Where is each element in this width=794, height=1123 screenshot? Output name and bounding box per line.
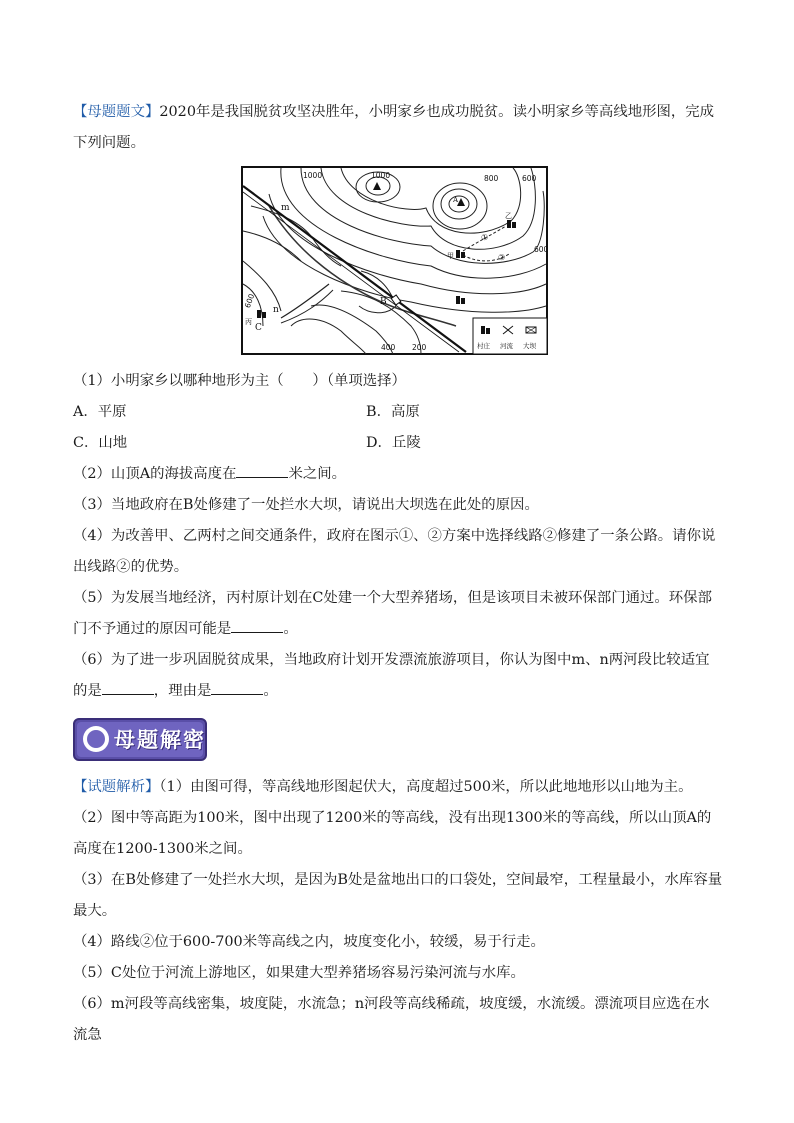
answer-blank-5[interactable]	[231, 618, 283, 633]
analysis-tag: 【试题解析】	[73, 779, 160, 795]
route-label-1: ①	[481, 233, 489, 242]
analysis-6: （6）m河段等高线密集，坡度陡，水流急；n河段等高线稀疏，坡度缓，水流缓。漂流项目应选在水流急	[73, 996, 710, 1043]
question-1: （1）小明家乡以哪种地形为主（ ）（单项选择）	[73, 373, 406, 389]
point-label-b: B	[380, 297, 387, 307]
map-legend	[473, 318, 547, 354]
intro-text: 2020年是我国脱贫攻坚决胜年，小明家乡也成功脱贫。读小明家乡等高线地形图，完成下列问题。	[73, 104, 715, 151]
point-label-jia: 甲	[447, 252, 454, 260]
analysis-4: （4）路线②位于600-700米等高线之内，坡度变化小，较缓，易于行走。	[73, 934, 545, 950]
legend-river: 河流	[500, 342, 513, 350]
contour-label-400: 400	[381, 343, 396, 352]
option-d[interactable]: D．丘陵	[366, 435, 421, 451]
analysis-2: （2）图中等高距为100米，图中出现了1200米的等高线，没有出现1300米的等高线，所以山顶A的高度在1200-1300米之间。	[73, 810, 712, 857]
option-a[interactable]: A．平原	[73, 404, 127, 420]
section-badge	[73, 718, 207, 761]
legend-village: 村庄	[477, 342, 490, 350]
question-4: （4）为改善甲、乙两村之间交通条件，政府在图示①、②方案中选择线路②修建了一条公路。请你说出线路②的优势。	[73, 528, 716, 575]
analysis-5: （5）C处位于河流上游地区，如果建大型养猪场容易污染河流与水库。	[73, 965, 525, 981]
question-2: （2）山顶A的海拔高度在 米之间。	[73, 459, 723, 490]
analysis-3: （3）在B处修建了一处拦水大坝，是因为B处是盆地出口的口袋处，空间最窄，工程量最小，水库容量最大。	[73, 872, 723, 919]
village-icon	[481, 326, 485, 334]
question-3: （3）当地政府在B处修建了一处拦水大坝，请说出大坝选在此处的原因。	[73, 497, 539, 513]
point-label-bing: 丙	[245, 318, 252, 326]
question-intro	[73, 97, 723, 159]
point-label-c: C	[255, 323, 262, 333]
legend-dam: 大坝	[523, 342, 536, 350]
answer-blank-6b[interactable]	[211, 680, 263, 695]
contour-label-600b: 600	[534, 245, 548, 254]
route-label-2: ②	[498, 253, 506, 262]
analysis-1: 【试题解析】（1）由图可得，等高线地形图起伏大，高度超过500米，所以此地地形以山地为主。	[73, 779, 693, 795]
question-5: （5）为发展当地经济，丙村原计划在C处建一个大型养猪场，但是该项目未被环保部门通过。环保部门不予通过的原因可能是 。	[73, 590, 712, 637]
option-c[interactable]: C．山地	[73, 435, 128, 451]
point-label-yi: 乙	[505, 212, 512, 220]
point-label-n: n	[273, 305, 279, 315]
option-b[interactable]: B．高原	[366, 404, 420, 420]
answer-blank-6a[interactable]	[102, 680, 154, 695]
contour-label-1000a: 1000	[303, 171, 323, 180]
contour-label-600c: 600	[242, 292, 257, 310]
contour-label-200a: 200	[412, 343, 427, 352]
point-label-a: A	[453, 196, 459, 204]
contour-label-800: 800	[484, 174, 499, 183]
badge-text: 母题解密	[114, 728, 206, 752]
question-tag: 【母题题文】	[73, 104, 160, 120]
contour-label-600a: 600	[522, 174, 537, 183]
point-label-m: m	[281, 203, 290, 213]
answer-blank-2[interactable]	[236, 463, 288, 478]
contour-label-1000b: 1000	[371, 171, 391, 180]
question-6: （6）为了进一步巩固脱贫成果，当地政府计划开发漂流旅游项目，你认为图中m、n两河段比较适宜的是 ，理由是 。	[73, 652, 710, 699]
contour-map	[241, 166, 548, 355]
